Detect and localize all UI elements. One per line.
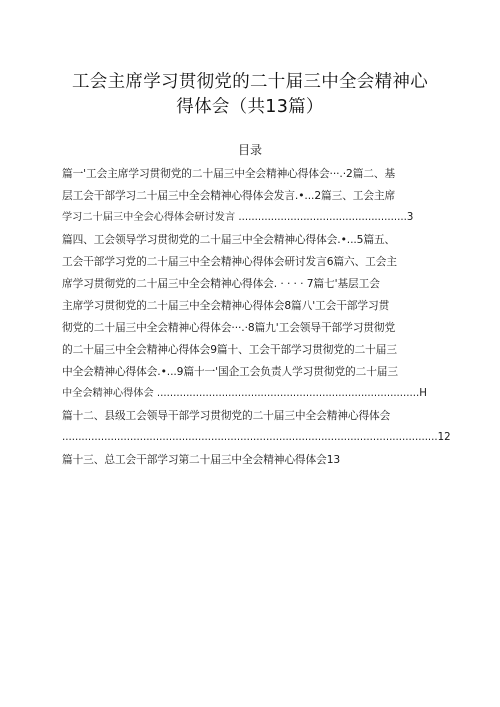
toc-line: 席学习贯彻党的二十届三中全会精神心得体会. · · · · 7篇七'基层工会 <box>62 277 380 290</box>
toc-line: 彻党的二十届三中全会精神心得体会···.·8篇九'工会领导干部学习贯彻党 <box>62 321 396 334</box>
toc-line: 中全会精神心得体会.•...9篇十一'国企工会负责人学习贯彻党的二十届三 <box>62 365 398 378</box>
document-title-line-1: 工会主席学习贯彻党的二十届三中全会精神心 <box>72 72 428 92</box>
toc-heading: 目录 <box>237 143 262 157</box>
toc-line: 篇四、工会领导学习贯彻党的二十届三中全会精神心得体会.•...5篇五、 <box>62 233 396 246</box>
toc-line: 篇一'工会主席学习贯彻党的二十届三中全会精神心得体会···.·2篇二、基 <box>62 167 396 180</box>
toc-line: 中全会精神心得体会 .................................................................................H <box>62 388 427 399</box>
toc-line: 学习二十届三中全会心得体会研讨发言 ....................................................3 <box>62 212 414 223</box>
toc-line: 主席学习贯彻党的二十届三中全会精神心得体会8篇八'工会干部学习贯 <box>62 299 390 312</box>
toc-line: 的二十届三中全会精神心得体会9篇十、工会干部学习贯彻党的二十届三 <box>62 343 397 356</box>
toc-line: 工会干部学习党的二十届三中全会精神心得体会研讨发言6篇六、工会主 <box>62 255 397 268</box>
toc-line: 篇十三、总工会干部学习第二十届三中全会精神心得体会13 <box>62 453 341 466</box>
document-title-line-2: 得体会（共13篇） <box>176 97 324 117</box>
table-of-contents <box>62 163 458 471</box>
toc-line: 篇十二、县级工会领导干部学习贯彻党的二十届三中全会精神心得体会 <box>62 409 391 422</box>
toc-line: ....................................................................................................................12 <box>62 432 451 443</box>
toc-line: 层工会干部学习二十届三中全会精神心得体会发言.•...2篇三、工会主席 <box>62 189 396 202</box>
